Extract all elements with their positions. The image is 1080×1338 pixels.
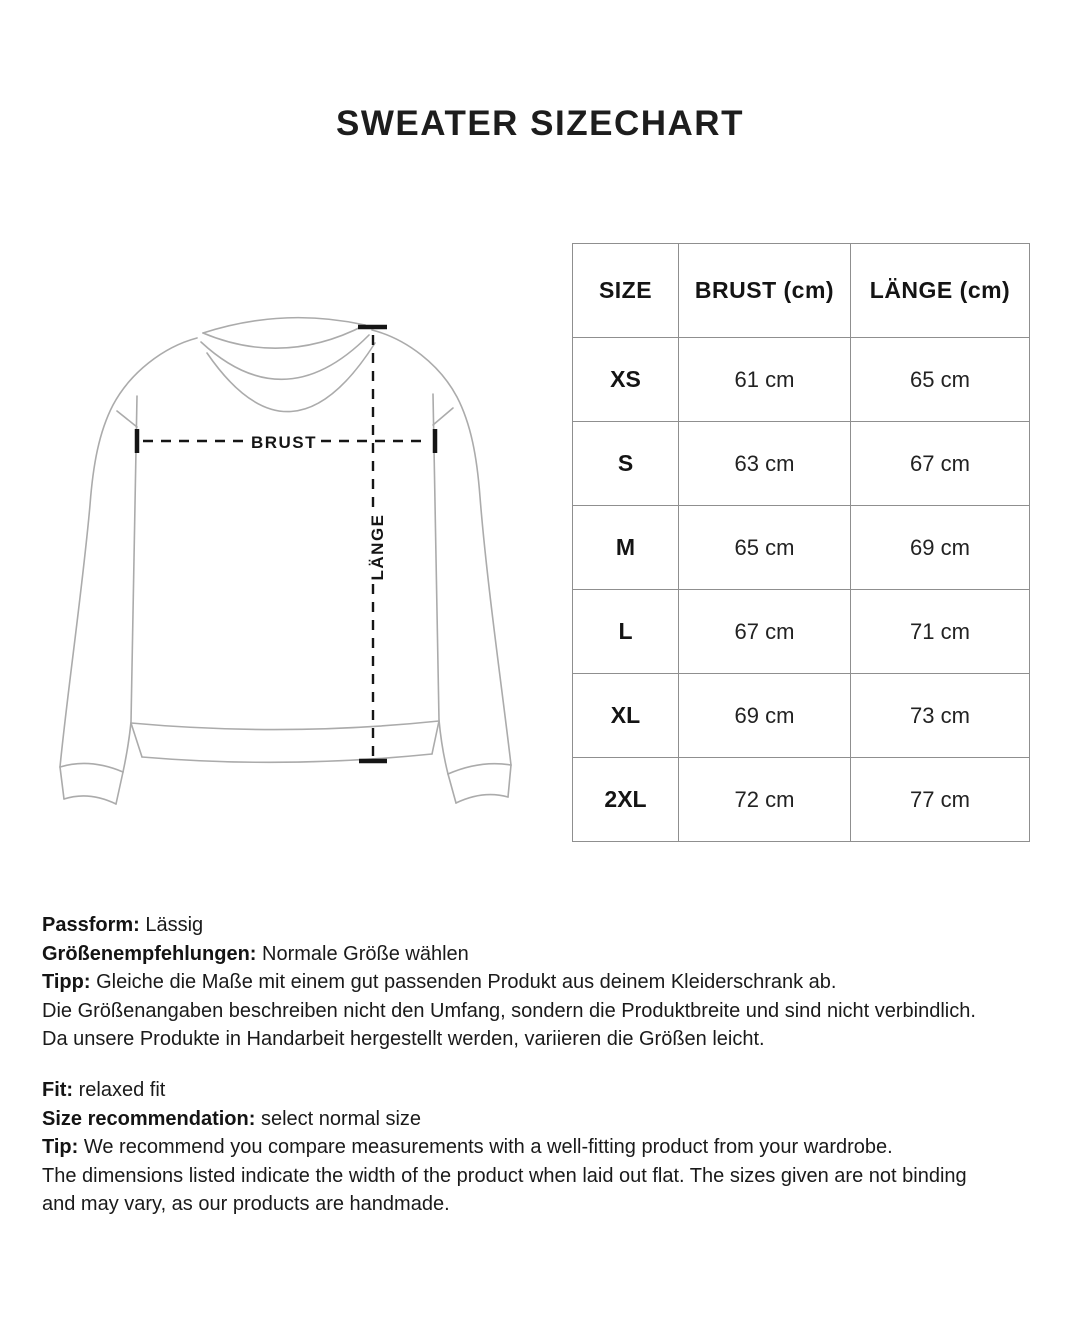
header-cell-brust: BRUST (cm) xyxy=(679,244,851,338)
info-line: and may vary, as our products are handmade. xyxy=(42,1193,450,1215)
left-sleeve-outer xyxy=(60,338,197,767)
hem-band-right-edge xyxy=(432,721,439,754)
laenge-cell: 67 cm xyxy=(851,422,1030,506)
chest-label: BRUST xyxy=(250,433,318,452)
info-line: Die Größenangaben beschreiben nicht den Umfang, sondern die Produktbreite und sind nicht verbindlich. xyxy=(42,999,976,1022)
right-cuff-inner-edge xyxy=(448,774,456,803)
collar-opening-arc xyxy=(203,325,365,348)
info-line: Größenempfehlungen: Normale Größe wählen xyxy=(42,942,469,965)
table-row xyxy=(573,590,1030,674)
hem-band-left-edge xyxy=(131,723,142,757)
sweater-diagram xyxy=(35,295,540,815)
brust-cell: 65 cm xyxy=(679,506,851,590)
size-cell: XS xyxy=(573,338,679,422)
table-row xyxy=(573,758,1030,842)
size-cell: S xyxy=(573,422,679,506)
left-armhole-seam xyxy=(117,411,137,427)
hem-band-bottom xyxy=(142,754,432,762)
table-row xyxy=(573,422,1030,506)
info-line: Da unsere Produkte in Handarbeit hergestellt werden, variieren die Größen leicht. xyxy=(42,1028,765,1050)
info-line: The dimensions listed indicate the width of the product when laid out flat. The sizes given are not binding xyxy=(42,1164,967,1187)
info-en xyxy=(42,1076,1052,1219)
left-cuff-top xyxy=(60,763,123,772)
brust-cell: 61 cm xyxy=(679,338,851,422)
left-cuff-outer-edge xyxy=(60,767,64,799)
laenge-cell: 77 cm xyxy=(851,758,1030,842)
brust-cell: 67 cm xyxy=(679,590,851,674)
size-cell: L xyxy=(573,590,679,674)
length-label: LÄNGE xyxy=(368,513,387,581)
info-line: Tipp: Gleiche die Maße mit einem gut passenden Produkt aus deinem Kleiderschrank ab. xyxy=(42,971,837,993)
left-cuff-bottom xyxy=(64,796,116,804)
brust-cell: 69 cm xyxy=(679,674,851,758)
info-de xyxy=(42,911,1052,1054)
info-line: Fit: relaxed fit xyxy=(42,1079,166,1101)
size-cell: M xyxy=(573,506,679,590)
sweater-sketch xyxy=(60,318,511,804)
header-cell-laenge: LÄNGE (cm) xyxy=(851,244,1030,338)
table-row xyxy=(573,506,1030,590)
collar-back-arc xyxy=(203,318,365,333)
info-line: Tip: We recommend you compare measurements with a well-fitting product from your wardrobe. xyxy=(42,1136,893,1158)
right-cuff-top xyxy=(448,764,511,774)
brust-cell: 63 cm xyxy=(679,422,851,506)
brust-cell: 72 cm xyxy=(679,758,851,842)
laenge-cell: 73 cm xyxy=(851,674,1030,758)
page-title: SWEATER SIZECHART xyxy=(336,104,744,143)
right-cuff-outer-edge xyxy=(508,765,511,797)
laenge-cell: 69 cm xyxy=(851,506,1030,590)
size-cell: XL xyxy=(573,674,679,758)
size-cell: 2XL xyxy=(573,758,679,842)
right-cuff-bottom xyxy=(456,795,508,803)
right-armhole-seam xyxy=(433,408,453,425)
size-table-header xyxy=(573,244,1030,338)
laenge-cell: 71 cm xyxy=(851,590,1030,674)
info-line: Passform: Lässig xyxy=(42,914,204,936)
info-line: Size recommendation: select normal size xyxy=(42,1107,422,1130)
table-row xyxy=(573,338,1030,422)
right-sleeve-outer xyxy=(372,330,511,765)
header-row xyxy=(573,244,1030,338)
size-table-body xyxy=(573,338,1030,842)
left-cuff-inner-edge xyxy=(116,772,123,804)
header-cell-size: SIZE xyxy=(573,244,679,338)
laenge-cell: 65 cm xyxy=(851,338,1030,422)
hem-band-top xyxy=(131,721,439,730)
size-table xyxy=(572,243,1030,842)
table-row xyxy=(573,674,1030,758)
